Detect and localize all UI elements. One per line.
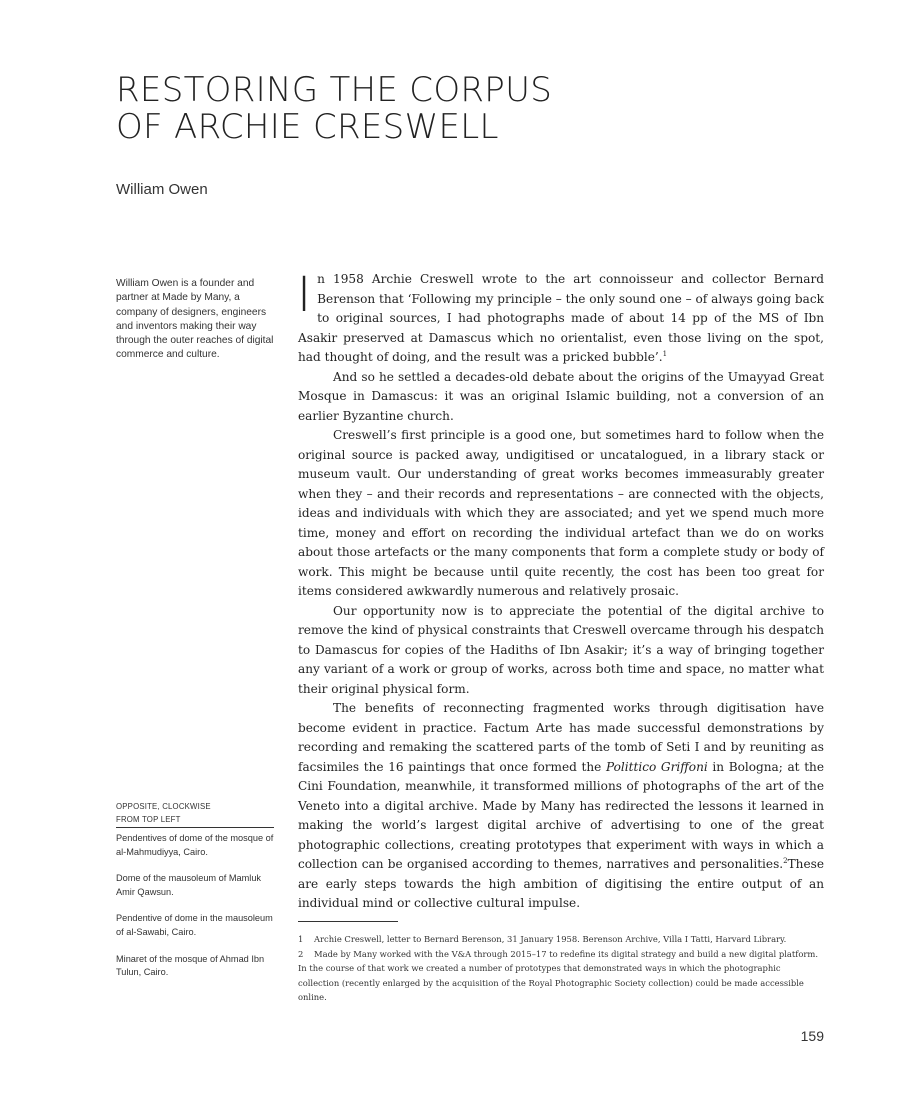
paragraph-text: The benefits of reconnecting fragmented works through digitisation have become evident in practice. Factum Arte has made successful demonstrations by recording and remaking the scattered parts of the tomb of Seti I and by reuniting as facsimiles the 16 paintings that once formed the [298, 701, 824, 774]
footnote-number: 2 [298, 948, 304, 959]
italic-title: Polittico Griffoni [605, 759, 708, 774]
page-number: 159 [800, 1028, 824, 1044]
body-paragraph-5 [298, 699, 824, 914]
caption-item: Minaret of the mosque of Ahmad Ibn Tulun, Cairo. [116, 953, 265, 978]
caption-item: Pendentives of dome of the mosque of al-Mahmudiyya, Cairo. [116, 833, 274, 857]
body-paragraph-2: And so he settled a decades-old debate about the origins of the Umayyad Great Mosque in Damascus: it was an original Islamic building, not a conversion of an earlier Byzantine church. [298, 369, 824, 423]
footnote-divider [298, 921, 398, 922]
caption-item: Dome of the mausoleum of Mamluk Amir Qawsun. [116, 873, 262, 897]
footnote-number: 1 [298, 934, 304, 944]
drop-cap: I [297, 267, 312, 323]
article-body [297, 267, 824, 914]
captions-heading-line-1: OPPOSITE, CLOCKWISE [116, 802, 211, 811]
captions-heading [116, 800, 274, 828]
paragraph-text: These are early steps towards the high ambition of digitising the entire output of an individual mind or collective cultural impulse. [298, 857, 824, 910]
title-line-2: OF ARCHIE CRESWELL [116, 107, 499, 147]
body-paragraph-4: Our opportunity now is to appreciate the potential of the digital archive to remove the kind of physical constraints that Creswell overcame through his despatch to Damascus for copies of the Hadiths of Ibn Asakir; it’s a way of bringing together any variant of a work or group of works, across both time and space, no matter what their original physical form. [298, 603, 824, 696]
author-bio: William Owen is a founder and partner at Made by Many, a company of designers, engineers and inventors making their way through the outer reaches of digital commerce and culture. [116, 278, 274, 361]
paragraph-text: in Bologna; at the Cini Foundation, meanwhile, it transformed millions of photographs of the art of the Veneto into a digital archive. Made by Many has redirected the lessons it learned in making the world’s largest digital archive of advertising to one of the great photographic collections, creating prototypes that experiment with ways in which a collection can be organised according to themes, narratives and personalities. [298, 759, 824, 871]
author-name: William Owen [116, 181, 208, 198]
footnote-text: Made by Many worked with the V&A through 2015–17 to redefine its digital strategy and build a new digital platform. In the course of that work we created a number of prototypes that demonstrated ways in which the photographic collection (recently enlarged by the acquisition of the Royal Photographic Society collection) could be made accessible online. [298, 948, 818, 1002]
title-line-1: RESTORING THE CORPUS [116, 70, 553, 110]
footnote-ref-2: 2 [783, 857, 788, 865]
footnote-text: Archie Creswell, letter to Bernard Berenson, 31 January 1958. Berenson Archive, Villa I Tatti, Harvard Library. [314, 934, 787, 944]
footnotes [298, 932, 824, 1005]
body-paragraph-1 [297, 267, 824, 368]
paragraph-text: n 1958 Archie Creswell wrote to the art connoisseur and collector Bernard Berenson that ‘Following my principle – the only sound one – of always going back to original sources, I had photographs made of about 14 pp of the MS of Ibn Asakir preserved at Damascus which no orientalist, even those living on the spot, had thought of doing, and the result was a pricked bubble’. [298, 272, 824, 364]
caption-item: Pendentive of dome in the mausoleum of al-Sawabi, Cairo. [116, 913, 273, 937]
footnote-ref-1: 1 [662, 350, 668, 358]
footnote-2 [298, 947, 824, 1005]
captions-heading-line-2: FROM TOP LEFT [116, 815, 181, 824]
article-title [116, 72, 676, 146]
image-captions [116, 800, 274, 993]
footnote-1 [298, 932, 824, 947]
body-paragraph-3: Creswell’s first principle is a good one, but sometimes hard to follow when the original source is packed away, undigitised or uncatalogued, in a library stack or museum vault. Our understanding of great works becomes immeasurably greater when they – and their records and representations – are connected with the objects, ideas and individuals with which they are associated; and yet we spend much more time, money and effort on recording the individual artefact than we do on works about those artefacts or the many components that form a complete study or body of work. This might be because until quite recently, the cost has been too great for items considered awkwardly numerous and relatively prosaic. [298, 428, 824, 598]
